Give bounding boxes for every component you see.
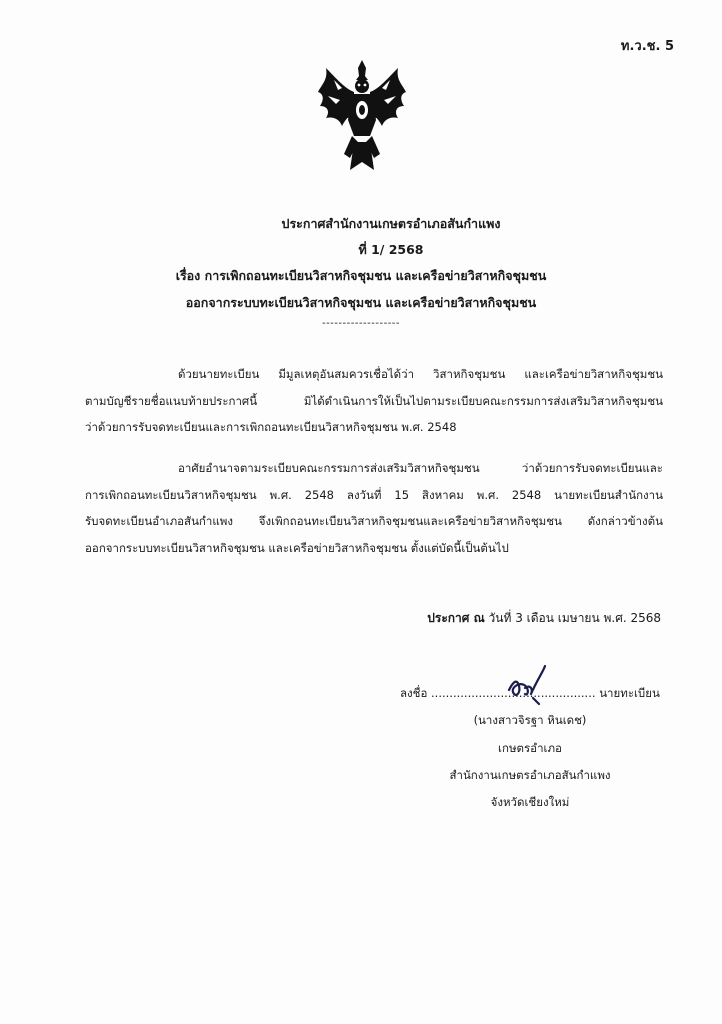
signature-prefix: ลงชื่อ [400, 686, 428, 700]
paragraph-line: รับจดทะเบียนอำเภอสันกำแพง จึงเพิกถอนทะเบียนวิสาหกิจชุมชนและเครือข่ายวิสาหกิจชุมชน ดังกล่าวข้างต้น [85, 514, 663, 528]
announce-date-text: วันที่ 3 เดือน เมษายน พ.ศ. 2568 [484, 611, 661, 625]
paragraph-line: ออกจากระบบทะเบียนวิสาหกิจชุมชน และเครือข่ายวิสาหกิจชุมชน ตั้งแต่บัดนี้เป็นต้นไป [85, 540, 509, 555]
subject-line-1: เรื่อง การเพิกถอนทะเบียนวิสาหกิจชุมชน และเครือข่ายวิสาหกิจชุมชน [175, 268, 547, 283]
announcement-office-title: ประกาศสำนักงานเกษตรอำเภอสันกำแพง [281, 216, 501, 231]
handwritten-signature [503, 660, 553, 708]
signer-position: เกษตรอำเภอ [498, 741, 562, 755]
paragraph-2 [85, 455, 663, 561]
signature-role: นายทะเบียน [599, 686, 660, 700]
signature-dots: ............................................. [427, 686, 600, 700]
paragraph-line: ว่าด้วยการรับจดทะเบียนและการเพิกถอนทะเบียนวิสาหกิจชุมชน พ.ศ. 2548 [85, 420, 457, 434]
announce-date [427, 609, 661, 628]
paragraph-line: ตามบัญชีรายชื่อแนบท้ายประกาศนี้ มิได้ดำเนินการให้เป็นไปตามระเบียบคณะกรรมการส่งเสริมวิสาหกิจชุมชน [85, 393, 663, 408]
garuda-emblem-icon [314, 58, 410, 176]
subject-line-2: ออกจากระบบทะเบียนวิสาหกิจชุมชน และเครือข่ายวิสาหกิจชุมชน [185, 295, 537, 310]
signer-office: สำนักงานเกษตรอำเภอสันกำแพง [449, 768, 611, 782]
announce-label: ประกาศ ณ [427, 611, 485, 625]
form-code: ท.ว.ช. 5 [620, 39, 674, 54]
signer-name: (นางสาวจิรฐา หินเดช) [473, 713, 587, 727]
signer-province: จังหวัดเชียงใหม่ [490, 795, 570, 809]
paragraph-line: อาศัยอำนาจตามระเบียบคณะกรรมการส่งเสริมวิสาหกิจชุมชน ว่าด้วยการรับจดทะเบียนและ [178, 461, 663, 475]
paragraph-1 [85, 361, 663, 441]
announcement-number: ที่ 1/ 2568 [358, 242, 424, 257]
paragraph-line: ด้วยนายทะเบียน มีมูลเหตุอันสมควรเชื่อได้ว่า วิสาหกิจชุมชน และเครือข่ายวิสาหกิจชุมชน [178, 367, 663, 381]
heading-rule: ------------------- [321, 318, 401, 329]
paragraph-line: การเพิกถอนทะเบียนวิสาหกิจชุมชน พ.ศ. 2548 ลงวันที่ 15 สิงหาคม พ.ศ. 2548 นายทะเบียนสำนักงาน [85, 487, 663, 502]
